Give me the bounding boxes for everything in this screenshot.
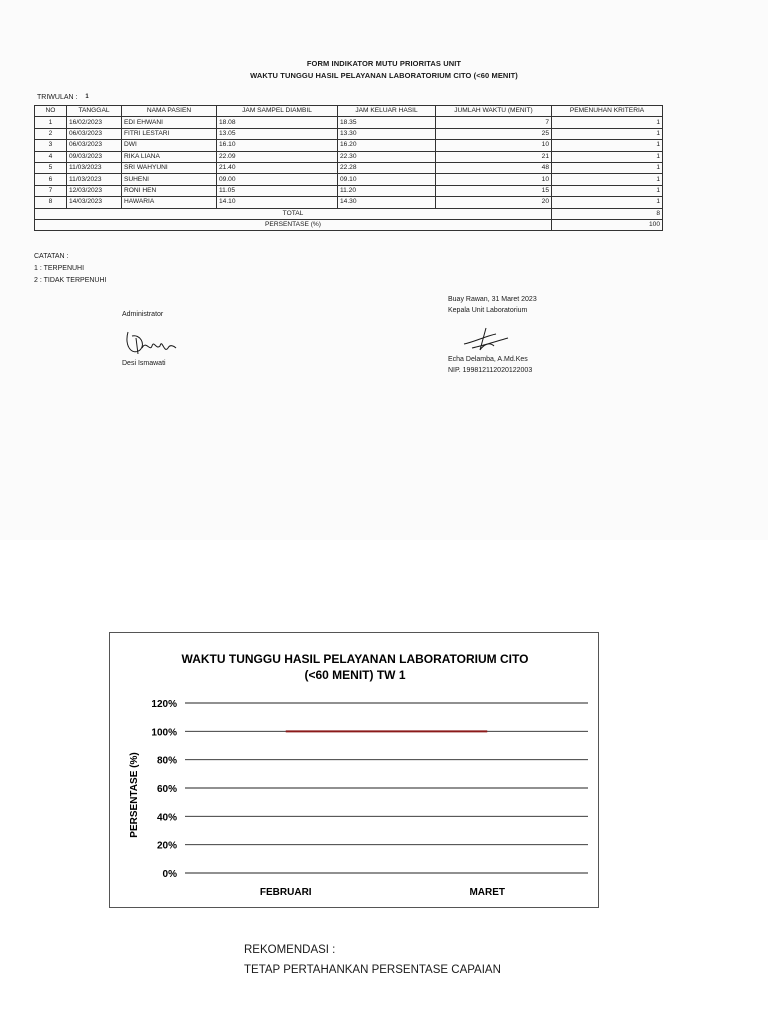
cell-no: 3 [35,140,67,151]
cell-tanggal: 06/03/2023 [67,128,122,139]
cell-no: 1 [35,117,67,128]
notes-block [34,251,106,287]
cell-jam-sampel: 14.10 [217,197,338,208]
header-no: NO [35,106,67,117]
recommendation-heading: REKOMENDASI : [244,944,336,956]
cell-tanggal: 12/03/2023 [67,185,122,196]
cell-nama-pasien: SUHENI [122,174,217,185]
y-tick-label: 80% [156,755,177,767]
header-tanggal: TANGGAL [67,106,122,117]
cell-jam-keluar: 22.28 [338,162,436,173]
cell-jumlah-waktu: 25 [436,128,552,139]
notes-line-1: 1 : TERPENUHI [34,265,85,272]
form-subtitle: WAKTU TUNGGU HASIL PELAYANAN LABORATORIUM CITO (<60 MENIT) [250,71,518,80]
cell-pemenuhan: 1 [552,197,663,208]
triwulan-field [37,94,89,101]
x-tick-label: MARET [469,887,506,898]
cell-jumlah-waktu: 20 [436,197,552,208]
notes-heading: CATATAN : [34,253,69,260]
cell-pemenuhan: 1 [552,140,663,151]
cell-jam-sampel: 18.08 [217,117,338,128]
y-tick-label: 0% [162,869,177,880]
line-chart [110,633,600,909]
cell-jam-keluar: 22.30 [338,151,436,162]
place-date: Buay Rawan, 31 Maret 2023 [448,296,537,303]
cell-jam-sampel: 21.40 [217,162,338,173]
head-role: Kepala Unit Laboratorium [448,307,528,314]
recommendation-block [244,940,501,980]
cell-jam-sampel: 09.00 [217,174,338,185]
cell-jam-sampel: 11.05 [217,185,338,196]
table-row [35,128,663,139]
header-jam-keluar: JAM KELUAR HASIL [338,106,436,117]
recommendation-text: TETAP PERTAHANKAN PERSENTASE CAPAIAN [244,964,501,976]
admin-signature [122,326,182,362]
cell-jam-sampel: 13.05 [217,128,338,139]
y-tick-label: 60% [156,784,177,795]
cell-no: 2 [35,128,67,139]
cell-jam-keluar: 18.35 [338,117,436,128]
cell-jumlah-waktu: 15 [436,185,552,196]
cell-no: 8 [35,197,67,208]
cell-nama-pasien: HAWARIA [122,197,217,208]
cell-no: 6 [35,174,67,185]
cell-nama-pasien: RONI HEN [122,185,217,196]
table-row [35,140,663,151]
cell-pemenuhan: 1 [552,117,663,128]
table-header-row [35,106,663,117]
cell-jam-keluar: 16.20 [338,140,436,151]
cell-jam-sampel: 16.10 [217,140,338,151]
chart-frame [109,632,599,908]
cell-nama-pasien: RIKA LIANA [122,151,217,162]
cell-jumlah-waktu: 48 [436,162,552,173]
total-row [35,208,663,219]
cell-tanggal: 14/03/2023 [67,197,122,208]
y-tick-label: 40% [156,812,177,824]
head-name: Echa Delamba, A.Md.Kes [448,356,528,363]
total-value: 8 [552,208,663,219]
table-row [35,162,663,173]
head-signature [462,324,512,354]
cell-jam-keluar: 09.10 [338,174,436,185]
y-axis-label: PERSENTASE (%) [129,752,140,838]
cell-jumlah-waktu: 7 [436,117,552,128]
y-tick-label: 20% [156,840,177,852]
admin-name: Desi Ismawati [122,360,166,367]
table-row [35,185,663,196]
x-tick-layer [260,887,505,898]
table-row [35,151,663,162]
chart-title: WAKTU TUNGGU HASIL PELAYANAN LABORATORIUM CITO [181,652,529,666]
cell-tanggal: 11/03/2023 [67,162,122,173]
cell-jumlah-waktu: 10 [436,140,552,151]
cell-nama-pasien: FITRI LESTARI [122,128,217,139]
cell-no: 4 [35,151,67,162]
cell-jumlah-waktu: 21 [436,151,552,162]
total-label: TOTAL [35,208,552,219]
grid-layer [151,699,588,880]
table-row [35,197,663,208]
header-jumlah-waktu: JUMLAH WAKTU (MENIT) [436,106,552,117]
cell-no: 7 [35,185,67,196]
cell-jam-keluar: 13.30 [338,128,436,139]
x-tick-label: FEBRUARI [259,887,312,898]
triwulan-label: TRIWULAN : [37,94,78,101]
cell-jam-keluar: 14.30 [338,197,436,208]
cell-nama-pasien: DWI [122,140,217,151]
cell-pemenuhan: 1 [552,185,663,196]
chart-subtitle: (<60 MENIT) TW 1 [304,668,406,682]
cell-tanggal: 11/03/2023 [67,174,122,185]
cell-pemenuhan: 1 [552,128,663,139]
header-jam-sampel: JAM SAMPEL DIAMBIL [217,106,338,117]
cell-nama-pasien: EDI EHWANI [122,117,217,128]
notes-line-2: 2 : TIDAK TERPENUHI [34,277,107,284]
admin-role: Administrator [122,311,164,318]
cell-jam-sampel: 22.09 [217,151,338,162]
table-row [35,174,663,185]
triwulan-value: 1 [85,94,89,100]
y-tick-label: 120% [151,699,177,710]
cell-jam-keluar: 11.20 [338,185,436,196]
cell-jumlah-waktu: 10 [436,174,552,185]
y-tick-label: 100% [151,727,177,739]
percent-row [35,219,663,230]
head-nip: NIP. 199812112020122003 [448,367,533,374]
cell-no: 5 [35,162,67,173]
cell-pemenuhan: 1 [552,162,663,173]
cell-pemenuhan: 1 [552,151,663,162]
cell-nama-pasien: SRI WAHYUNI [122,162,217,173]
header-nama-pasien: NAMA PASIEN [122,106,217,117]
percent-label: PERSENTASE (%) [35,219,552,230]
table-row [35,117,663,128]
cell-tanggal: 09/03/2023 [67,151,122,162]
cell-tanggal: 06/03/2023 [67,140,122,151]
indicator-table [34,105,663,231]
cell-pemenuhan: 1 [552,174,663,185]
form-title: FORM INDIKATOR MUTU PRIORITAS UNIT [306,59,462,68]
cell-tanggal: 16/02/2023 [67,117,122,128]
header-pemenuhan: PEMENUHAN KRITERIA [552,106,663,117]
percent-value: 100 [552,219,663,230]
